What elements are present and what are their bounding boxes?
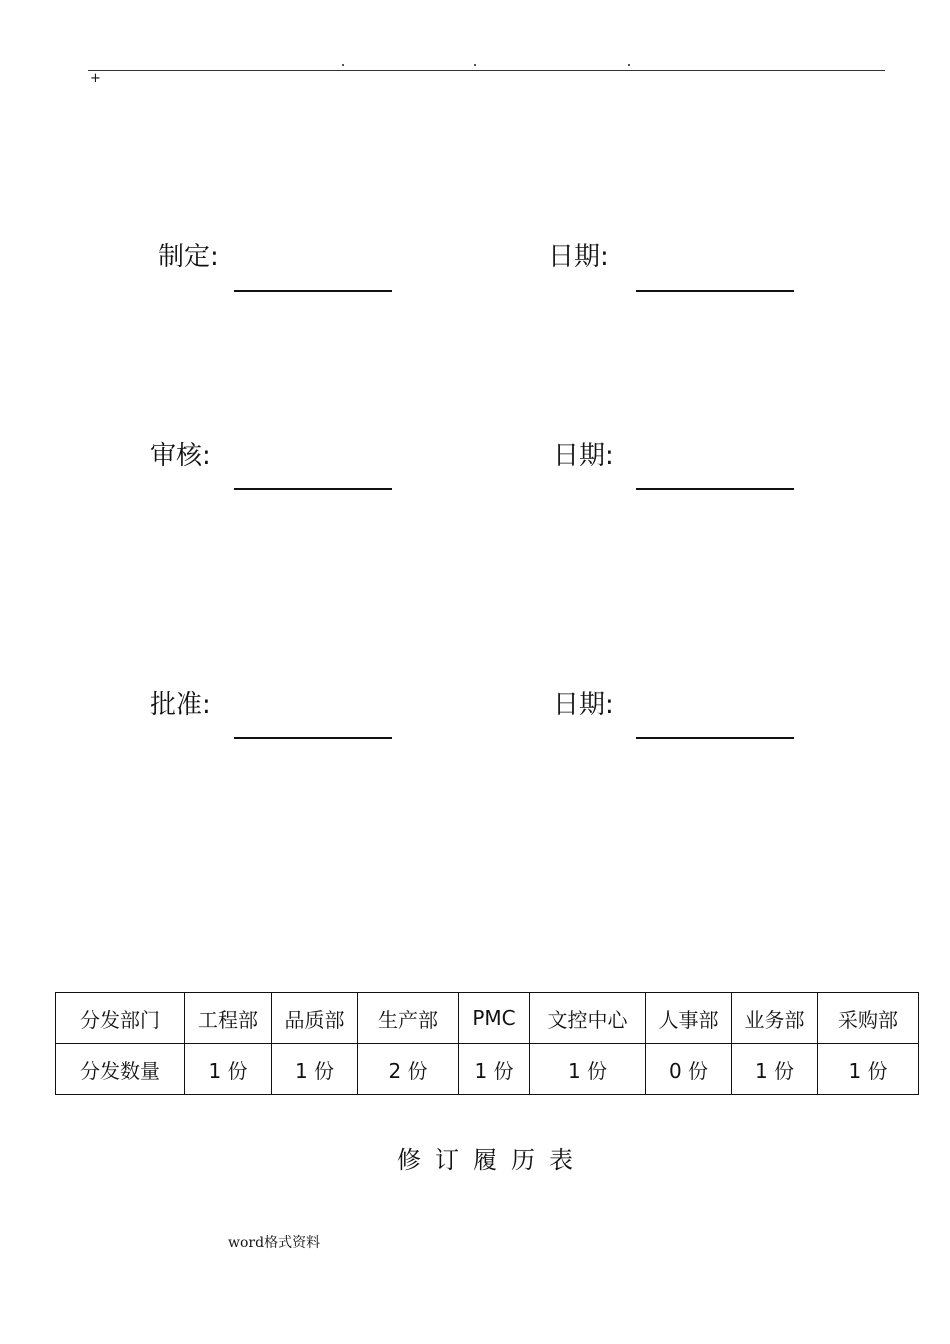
count-row [56,1044,919,1095]
header-dot [342,64,344,66]
prepare-signature-line[interactable] [234,290,392,292]
department-header-cell: 分发部门 [56,993,185,1044]
count-cell: 0 份 [646,1044,732,1095]
count-cell: 1 份 [530,1044,646,1095]
department-cell: 工程部 [185,993,272,1044]
department-row [56,993,919,1044]
review-date-line[interactable] [636,488,794,490]
department-cell: 生产部 [358,993,459,1044]
department-cell: 采购部 [818,993,919,1044]
count-header-cell: 分发数量 [56,1044,185,1095]
plus-mark: + [90,71,101,86]
revision-history-title: 修订履历表 [397,1146,587,1174]
header-rule [88,70,885,71]
count-cell: 1 份 [272,1044,358,1095]
count-cell: 1 份 [732,1044,818,1095]
footer-note: word格式资料 [228,1235,321,1251]
prepare-date-label: 日期: [548,242,609,272]
header-dot [628,64,630,66]
approve-label: 批准: [150,690,211,720]
prepare-label: 制定: [158,242,219,272]
count-cell: 1 份 [185,1044,272,1095]
approve-date-line[interactable] [636,737,794,739]
review-signature-line[interactable] [234,488,392,490]
review-label: 审核: [150,441,211,471]
approve-signature-line[interactable] [234,737,392,739]
count-cell: 1 份 [818,1044,919,1095]
distribution-table [55,992,919,1095]
department-cell: 文控中心 [530,993,646,1044]
department-cell: PMC [459,993,530,1044]
department-cell: 品质部 [272,993,358,1044]
department-cell: 业务部 [732,993,818,1044]
count-cell: 2 份 [358,1044,459,1095]
count-cell: 1 份 [459,1044,530,1095]
department-cell: 人事部 [646,993,732,1044]
approve-date-label: 日期: [553,690,614,720]
header-dot [474,64,476,66]
review-date-label: 日期: [553,441,614,471]
prepare-date-line[interactable] [636,290,794,292]
